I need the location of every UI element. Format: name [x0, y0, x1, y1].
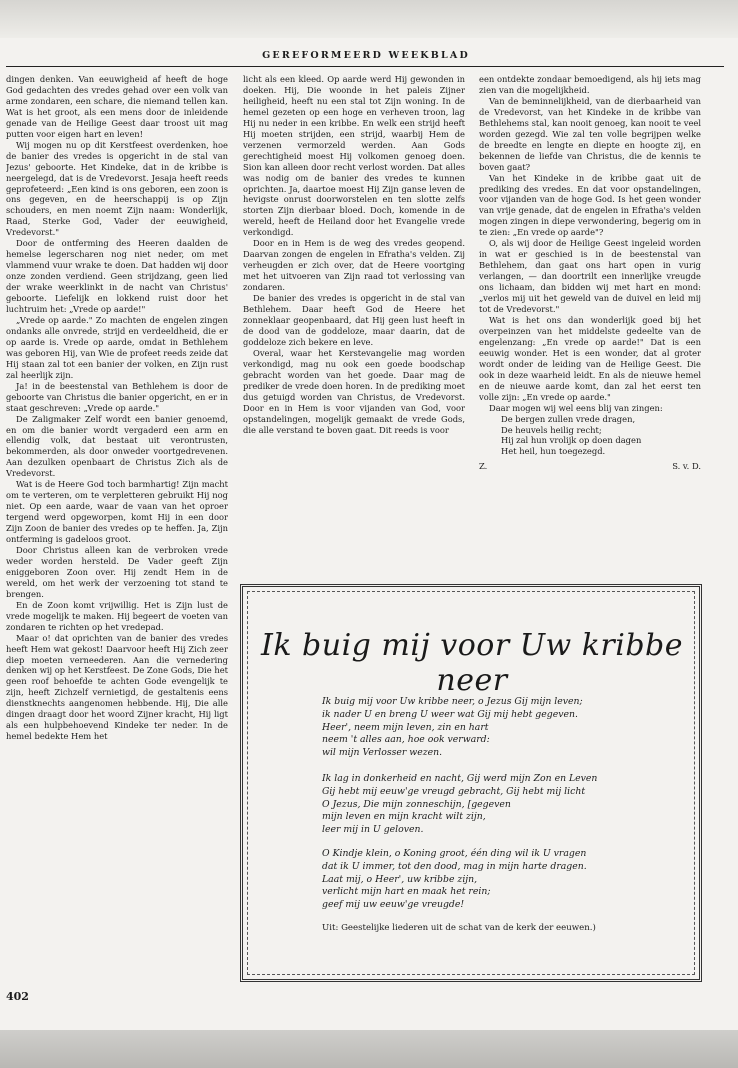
stanza-line: dat ik U immer, tot den dood, mag in mijn harte dragen. — [322, 860, 587, 872]
column-middle — [243, 74, 465, 572]
paragraph: Wij mogen nu op dit Kerstfeest overdenken, hoe de banier des vredes is opgericht in de stal van Jezus' geboorte. Het Kindeke, dat in de kribbe is neergelegd, dat is de Vredevorst. Jesaja heeft reeds geprofeteerd: „Een kind is ons geboren, een zoon is ons gegeven, en de heerschappij is op Zijn schouders, en men noemt Zijn naam: Wonderlijk, Raad, Sterke God, Vader der eeuwigheid, Vredevorst." — [6, 139, 228, 238]
stanza-line: ik nader U en breng U weer wat Gij mij hebt gegeven. — [322, 708, 578, 720]
stanza-line: wil mijn Verlosser wezen. — [322, 747, 443, 759]
stanza-line: Gij hebt mij eeuw'ge vreugd gebracht, Gij hebt mij licht — [322, 785, 586, 797]
header-rule — [6, 66, 724, 67]
stanza-line: geef mij uw eeuw'ge vreugde! — [322, 899, 465, 911]
scan-top-edge — [0, 0, 738, 38]
poem-stanza-3 — [322, 848, 682, 912]
signature-initial: Z. — [479, 461, 488, 472]
stanza-line: verlicht mijn hart en maak het rein; — [322, 886, 491, 898]
paragraph: een ontdekte zondaar bemoedigend, als hij iets mag zien van die mogelijkheid. — [479, 74, 701, 95]
paragraph: Ja! in de beestenstal van Bethlehem is door de geboorte van Christus die banier opgericht, en er in staat geschreven: „Vrede op aarde." — [6, 380, 228, 413]
paragraph: Door Christus alleen kan de verbroken vrede weder worden hersteld. De Vader geeft Zijn eniggeboren Zoon over. Hij zendt Hem in de wereld, om het werk der verzoening tot stand te brengen. — [6, 544, 228, 599]
stanza-line: Ik lag in donkerheid en nacht, Gij werd mijn Zon en Leven — [322, 773, 598, 784]
scan-bottom-edge — [0, 1030, 738, 1068]
column-right — [479, 74, 701, 572]
poem-line: De heuvels heilig recht; — [501, 424, 602, 435]
paragraph: Wat is de Heere God toch barmhartig! Zijn macht om te verteren, om te verpletteren gebruikt Hij nog niet. Op een aarde, waar de vaan van het oproer tergend werd opgeworpen, komt Hij in een door Zijn Zoon de banier des vredes op te heffen. Ja, Zijn ontferming is gadeloos groot. — [6, 479, 228, 545]
poem-stanza-1 — [322, 696, 682, 760]
paragraph: Van het Kindeke in de kribbe gaat uit de prediking des vredes. En dat voor opstandelingen, voor vijanden van de hoge God. Is het geen wonder van vrije genade, dat de engelen in Efratha's velden mogen zingen in diepe verwondering, begerig om in te zien: „En vrede op aarde"? — [479, 172, 701, 238]
stanza-line: Ik buig mij voor Uw kribbe neer, o Jezus Gij mijn leven; — [322, 696, 583, 707]
stanza-line: leer mij in U geloven. — [322, 824, 424, 836]
paragraph: „Vrede op aarde." Zo machten de engelen zingen ondanks alle onvrede, strijd en verdeeldheid, die er op aarde is. Vrede op aarde, omdat in Bethlehem was geboren Hij, van Wie de profeet reeds zeide dat Hij staan zal tot een banier der volken, en Zijn rust zal heerlijk zijn. — [6, 314, 228, 380]
stanza-line: Laat mij, o Heer', uw kribbe zijn, — [322, 873, 478, 885]
signature-line — [479, 461, 701, 472]
paragraph: licht als een kleed. Op aarde werd Hij gewonden in doeken. Hij, Die woonde in het paleis Zijner heiligheid, heeft nu een stal tot Zijn woning. In de hemel gezeten op een hoge en verheven troon, lag Hij nu neder in een kribbe. En welk een strijd heeft Hij moeten strijden, een strijd, waarbij Hem de verzenen vermorzeld werden. Aan Gods gerechtigheid moest Hij volkomen genoeg doen. Sion kan alleen door recht verlost worden. Dat alles was nodig om de banier des vredes te kunnen oprichten. Ja, daartoe moest Hij Zijn ganse leven de hevigste onrust doorworstelen en ten slotte zelfs storten Zijn dierbaar bloed. Doch, komende in de wereld, heeft de Heiland door het Evangelie vrede verkondigd. — [243, 74, 465, 238]
poem-line: De bergen zullen vrede dragen, — [501, 413, 636, 424]
paragraph: En de Zoon komt vrijwillig. Het is Zijn lust de vrede mogelijk te maken. Hij begeert de voeten van zondaren te richten op het vredepad. — [6, 599, 228, 632]
stanza-line: O Kindje klein, o Koning groot, één ding wil ik U vragen — [322, 848, 587, 859]
paragraph: De banier des vredes is opgericht in de stal van Bethlehem. Daar heeft God de Heere het zonneklaar geopenbaard, dat Hij geen lust heeft in de dood van de goddeloze, maar daarin, dat de goddeloze zich bekere en leve. — [243, 293, 465, 347]
stanza-line: neem 't alles aan, hoe ook verward: — [322, 734, 490, 746]
paragraph: Daar mogen wij wel eens blij van zingen: — [489, 402, 663, 413]
poem-box-title: Ik buig mij voor Uw kribbe neer — [260, 628, 684, 698]
closing-poem — [501, 414, 701, 458]
paragraph: Overal, waar het Kerstevangelie mag worden verkondigd, mag nu ook een goede boodschap gebracht worden van het goede. Daar mag de prediker de vrede doen horen. In de prediking moet dus getuigd worden van Christus, de Vredevorst. Door en in Hem is voor vijanden van God, voor opstandelingen, mogelijk gemaakt de vrede Gods, die alle verstand te boven gaat. Dit reeds is voor — [243, 347, 465, 435]
poem-stanza-2 — [322, 773, 682, 837]
poem-line: Hij zal hun vrolijk op doen dagen — [501, 435, 642, 446]
paragraph: Wat is het ons dan wonderlijk goed bij het overpeinzen van het middelste gedeelte van de engelenzang: „En vrede op aarde!" Dat is een eeuwig wonder. Het is een wonder, dat al groter wordt onder de leiding van de Heilige Geest. Die ook in deze waarheid leidt. En als de nieuwe hemel en de nieuwe aarde komt, dan zal het eerst ten volle zijn: „En vrede op aarde." — [479, 314, 701, 402]
stanza-line: mijn leven en mijn kracht wilt zijn, — [322, 811, 486, 823]
paragraph: Maar o! dat oprichten van de banier des vredes heeft Hem wat gekost! Daarvoor heeft Hij Zich zeer diep moeten verneederen. Aan die vernedering denken wij op het Kerstfeest. De Zone Gods, Die het geen roof behoefde te achten Gode evengelijk te zijn, heeft Zichzelf vernietigd, de gestaltenis eens dienstknechts aangenomen hebbende. Hij, Die alle dingen draagt door het woord Zijner kracht, Hij ligt als een hulpbehoevend Kindeke ter neder. In de hemel bedekte Hem het — [6, 632, 228, 742]
stanza-line: Heer', neem mijn leven, zin en hart — [322, 721, 489, 733]
author-signature: S. v. D. — [672, 461, 701, 472]
poem-source: Uit: Geestelijke liederen uit de schat van de kerk der eeuwen.) — [322, 923, 596, 933]
stanza-line: O Jezus, Die mijn zonneschijn, [gegeven — [322, 798, 511, 810]
column-right-text — [479, 74, 701, 414]
poem-line: Het heil, hun toegezegd. — [501, 446, 606, 457]
paragraph: dingen denken. Van eeuwigheid af heeft de hoge God gedachten des vredes gehad over een volk van arme zondaren, een schare, die niemand tellen kan. Wat is het groot, als een mens door de inleidende genade van de Heilige Geest daar troost uit mag putten voor eigen hart en leven! — [6, 74, 228, 139]
paragraph: O, als wij door de Heilige Geest ingeleid worden in wat er geschied is in de beestenstal van Bethlehem, dan gaat ons hart open in vurig verlangen, — dan doortrilt een innerlijke vreugde ons lichaam, dan bidden wij met hart en mond: „verlos mij uit het geweld van de duivel en leid mij tot de Vredevorst." — [479, 238, 701, 315]
paragraph: Door de ontferming des Heeren daalden de hemelse legerscharen nog niet neder, om met vlammend vuur wrake te doen. Dat hadden wij door onze zonden verdiend. Geen strijdzang, geen lied der wrake weerklinkt in de nacht van Christus' geboorte. Liefelijk en lokkend ruist door het luchtruim het: „Vrede op aarde!" — [6, 238, 228, 315]
column-left — [6, 74, 228, 982]
paragraph: De Zaligmaker Zelf wordt een banier genoemd, en om die banier wordt vergaderd een arm en ellendig volk, dat bestaat uit verontrusten, bekommerden, als door onweder voortgedrevenen. Aan dezulken openbaart de Christus Zich als de Vredevorst. — [6, 413, 228, 479]
page-number: 402 — [6, 990, 29, 1003]
paragraph: Van de beminnelijkheid, van de dierbaarheid van de Vredevorst, van het Kindeke in de kribbe van Bethlehems stal, kan nooit genoeg, kan nooit te veel worden gezegd. Wie zal ten volle begrijpen welke de breedte en lengte en diepte en hoogte zij, en bekennen de liefde van Christus, die de kennis te boven gaat? — [479, 95, 701, 172]
page-header: GEREFORMEERD WEEKBLAD — [262, 50, 470, 61]
paragraph: Door en in Hem is de weg des vredes geopend. Daarvan zongen de engelen in Efratha's velden. Zij verheugden er zich over, dat de Heere voortging met het uitvoeren van Zijn raad tot verlossing van zondaren. — [243, 238, 465, 293]
